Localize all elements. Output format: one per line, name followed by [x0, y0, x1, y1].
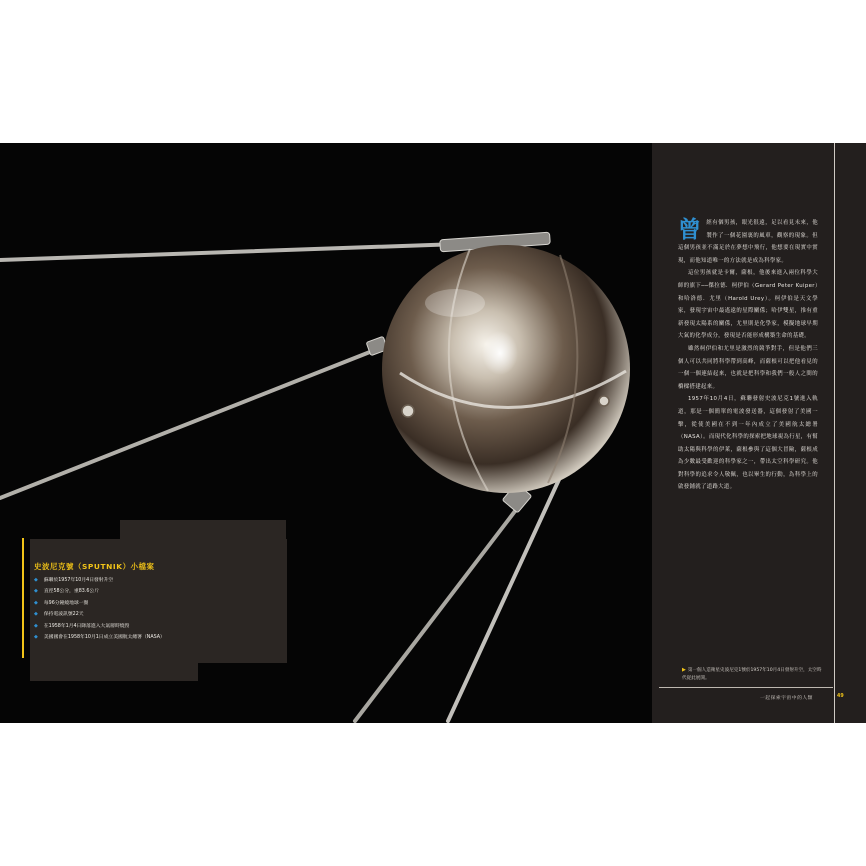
fact-box-list — [34, 575, 284, 643]
drop-cap: 曾 — [678, 216, 702, 243]
page-number: 49 — [837, 694, 844, 699]
diamond-bullet-icon: ◆ — [34, 588, 38, 595]
diamond-bullet-icon: ◆ — [34, 577, 38, 583]
fact-box-bottom — [30, 663, 198, 681]
antenna-rod-2 — [0, 348, 380, 498]
article-body — [678, 217, 818, 494]
fact-item — [34, 575, 284, 586]
fact-item-text: 在1958年1月4日降落進入大氣層時燒毀 — [43, 623, 130, 629]
diamond-bullet-icon: ◆ — [34, 622, 38, 629]
paragraph-4: 1957年10月4日，蘇聯發射史波尼克1號進入軌道，那是一個簡單的電波發送器，這個發射了美國一擊，從使美國在不到一年內成立了美國航太總署（NASA）。而現代化科學的探索把地球視為行星，有幫助太陽與科學的伊萊，薩根參與了這個大冒險，薩根成為少數最受歡迎的科學家之一，帶出太空科學研究。他對科學的追求令人敬佩，也以畢生的行動，為科學上的啟發鋪就了道路大道。 — [678, 396, 818, 491]
paragraph-1 — [678, 217, 818, 267]
diamond-bullet-icon: ◆ — [34, 611, 38, 618]
fact-item — [34, 609, 284, 620]
fact-item-text: 美國國會在1958年10月1日成立美國航太總署（NASA） — [43, 635, 165, 641]
diamond-bullet-icon: ◆ — [34, 634, 38, 641]
photo-caption — [682, 666, 822, 684]
fact-item — [34, 621, 284, 632]
fact-item-text: 保持電波訊號22天 — [43, 612, 84, 618]
fact-item — [34, 632, 284, 643]
fact-item-text: 蘇聯於1957年10月4日發射升空 — [43, 578, 114, 583]
caption-arrow-icon: ▶ — [682, 667, 686, 673]
fact-box-accent-bar — [22, 538, 24, 658]
fact-box-tab — [120, 520, 286, 540]
fact-item-text: 每96分鐘繞地球一圈 — [43, 600, 89, 606]
running-title: 一起探索宇宙中的人類 — [760, 696, 813, 701]
caption-text: 第一個人造衛星史波尼克1號於1957年10月4日發射升空，太空時代從此展開。 — [682, 668, 822, 682]
fact-item — [34, 598, 284, 609]
fact-box-title: 史波尼克號（SPUTNIK）小檔案 — [34, 562, 155, 571]
diamond-bullet-icon: ◆ — [34, 599, 38, 606]
paragraph-2: 這位男孩就是卡爾，薩根，他後來進入兩位科學大師的旗下──傑拉德．柯伊伯（Gerard Peter Kuiper）和哈洛德．尤里（Harold Urey）。柯伊伯是天文學家，發現宇宙中最遙遠的星際關係；哈伊雙星，推有重新發現太陽系的關係，尤里則是化學家，模擬地球早期大氣的化學成分，發現是否能形成構築生命的基礎。 — [678, 270, 818, 340]
footer-rule — [659, 687, 833, 688]
paragraph-1-text: 經有個男孩，眼光很遠，足以看見未來，他製作了一個花園裏的風車，觀察的現象。但這個男孩並不滿足於在夢想中飛行，他想要在現實中實現，而他知道唯一的方法就是成為科學家。 — [678, 220, 818, 264]
fact-item — [34, 586, 284, 597]
fact-item-text: 直徑58公分，重83.6公斤 — [43, 589, 100, 595]
magazine-spread — [0, 143, 866, 723]
column-rule — [834, 143, 835, 723]
paragraph-3: 雖然柯伊伯和尤里是激烈的競爭對手，但是他們三個人可以共同將科學帶到高峰，而薩根可以把他看見的一個一個連結起來，也就是把科學和我們一般人之間的橋樑搭建起來。 — [678, 345, 818, 390]
